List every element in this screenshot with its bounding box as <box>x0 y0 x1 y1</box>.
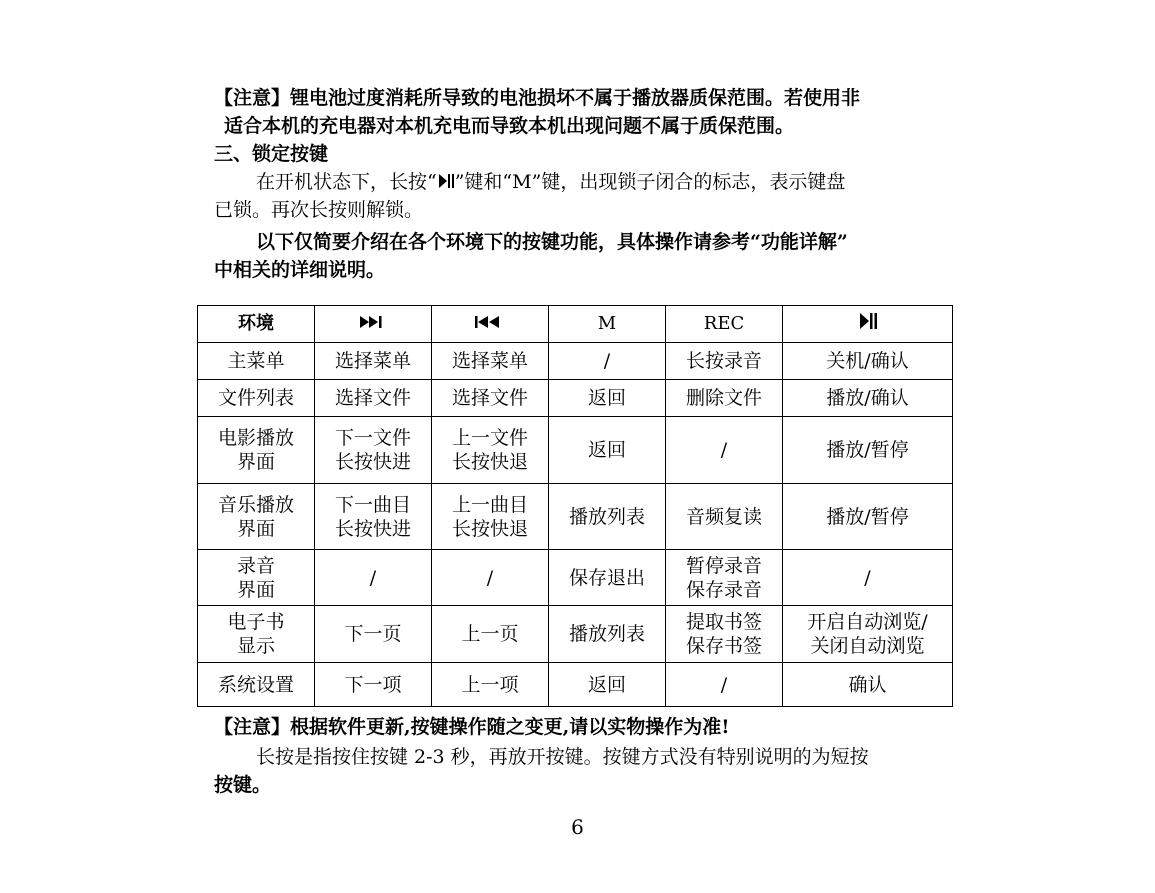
cell-text <box>218 386 294 410</box>
cell-line: 电影播放 <box>217 427 294 449</box>
cell-line: / <box>720 673 728 696</box>
cell-text <box>686 386 762 410</box>
header-m: M <box>549 306 666 343</box>
table-cell-m <box>549 343 666 380</box>
table-cell-prev <box>432 417 549 484</box>
table-cell-next <box>315 484 432 550</box>
cell-line: 长按录音 <box>685 350 762 372</box>
cell-text <box>227 349 284 373</box>
lock-paragraph-line1 <box>256 170 845 194</box>
cell-line: 下一文件 <box>334 427 411 449</box>
cell-text <box>218 673 294 697</box>
cell-line: / <box>369 566 377 589</box>
key-function-table <box>197 305 953 707</box>
table-body <box>198 343 953 707</box>
table-cell-m <box>549 484 666 550</box>
battery-note-line1: 【注意】锂电池过度消耗所导致的电池损坏不属于播放器质保范围。若使用非 <box>214 87 861 109</box>
long-press-line2: 按键。 <box>214 774 272 796</box>
table-cell-play <box>783 343 953 380</box>
lock-paragraph-suffix: ”键和“M”键，出现锁子闭合的标志，表示键盘 <box>454 171 846 193</box>
table-cell-next <box>315 606 432 663</box>
table-cell-play <box>783 663 953 707</box>
cell-text <box>848 673 886 697</box>
cell-line: 主菜单 <box>227 350 285 372</box>
cell-line: 下一页 <box>344 623 402 645</box>
cell-line: 选择文件 <box>451 387 528 409</box>
cell-text <box>452 386 528 410</box>
lock-section-heading: 三、锁定按键 <box>214 143 329 165</box>
cell-line: 播放列表 <box>568 623 645 645</box>
table-cell-next <box>315 380 432 417</box>
cell-text <box>335 493 411 541</box>
table-cell-rec <box>666 663 783 707</box>
cell-line: 播放/确认 <box>826 387 909 409</box>
table-header-row <box>198 306 953 343</box>
table-cell-next <box>315 417 432 484</box>
table-cell-prev <box>432 380 549 417</box>
cell-text <box>569 622 645 646</box>
cell-line: 电子书 <box>227 611 285 633</box>
cell-line: 显示 <box>236 635 275 657</box>
cell-text <box>227 610 284 658</box>
table-row <box>198 606 953 663</box>
cell-text <box>344 622 401 646</box>
table-cell-prev <box>432 663 549 707</box>
cell-line: 保存退出 <box>568 566 645 589</box>
cell-text <box>588 386 626 410</box>
cell-line: / <box>486 566 494 589</box>
cell-text <box>721 438 727 462</box>
cell-text <box>826 386 908 410</box>
cell-text <box>569 505 645 529</box>
table-cell-play <box>783 606 953 663</box>
cell-line: 上一页 <box>461 623 519 645</box>
table-row <box>198 550 953 606</box>
cell-line: 保存录音 <box>685 578 762 601</box>
table-cell-next <box>315 663 432 707</box>
table-cell-rec <box>666 550 783 606</box>
cell-text <box>335 349 411 373</box>
cell-line: 播放/暂停 <box>826 505 909 528</box>
table-cell-rec <box>666 380 783 417</box>
table-cell-env <box>198 343 315 380</box>
table-cell-prev <box>432 484 549 550</box>
table-row <box>198 343 953 380</box>
cell-text <box>218 426 294 474</box>
cell-line: 暂停录音 <box>685 554 762 577</box>
cell-line: 长按快退 <box>451 451 528 473</box>
table-cell-prev <box>432 550 549 606</box>
cell-text <box>569 566 645 590</box>
cell-line: 关闭自动浏览 <box>810 635 925 657</box>
header-next <box>315 306 432 343</box>
table-cell-m <box>549 417 666 484</box>
cell-line: / <box>603 350 611 372</box>
cell-line: 长按快进 <box>334 451 411 473</box>
software-update-note: 【注意】根据软件更新,按键操作随之变更,请以实物操作为准! <box>214 716 730 738</box>
long-press-line1: 长按是指按住按键 2-3 秒，再放开按键。按键方式没有特别说明的为短按 <box>256 746 869 768</box>
cell-line: 播放列表 <box>568 505 645 528</box>
cell-text <box>686 349 762 373</box>
cell-line: 保存书签 <box>685 635 762 657</box>
table-row <box>198 380 953 417</box>
header-prev <box>432 306 549 343</box>
next-track-icon <box>359 315 387 329</box>
header-env: 环境 <box>198 306 315 343</box>
battery-note-line2: 适合本机的充电器对本机充电而导致本机出现问题不属于质保范围。 <box>224 115 795 137</box>
cell-text <box>452 349 528 373</box>
intro-paragraph-line1: 以下仅简要介绍在各个环境下的按键功能，具体操作请参考“功能详解” <box>256 231 848 253</box>
cell-text <box>826 438 908 462</box>
table-cell-play <box>783 417 953 484</box>
cell-line: 下一项 <box>344 673 402 696</box>
table-cell-m <box>549 663 666 707</box>
table-cell-next <box>315 550 432 606</box>
cell-line: 删除文件 <box>685 387 762 409</box>
cell-line: 关机/确认 <box>826 350 909 372</box>
table-cell-rec <box>666 417 783 484</box>
cell-line: 界面 <box>236 578 275 601</box>
table-cell-rec <box>666 343 783 380</box>
cell-text <box>344 673 401 697</box>
table-cell-play <box>783 550 953 606</box>
table-cell-m <box>549 606 666 663</box>
cell-line: 录音 <box>236 554 275 577</box>
cell-line: 长按快退 <box>451 517 528 540</box>
table-cell-play <box>783 484 953 550</box>
table-cell-env <box>198 380 315 417</box>
table-cell-env <box>198 484 315 550</box>
cell-line: 选择菜单 <box>334 350 411 372</box>
page-number: 6 <box>571 815 584 839</box>
table-cell-env <box>198 663 315 707</box>
cell-line: 确认 <box>848 673 887 696</box>
play-pause-icon <box>437 172 455 190</box>
cell-line: 选择菜单 <box>451 350 528 372</box>
cell-line: 开启自动浏览/ <box>807 611 928 633</box>
cell-line: 长按快进 <box>334 517 411 540</box>
lock-paragraph-line2: 已锁。再次长按则解锁。 <box>214 199 424 221</box>
cell-text <box>604 349 610 373</box>
cell-text <box>826 349 908 373</box>
table-cell-m <box>549 380 666 417</box>
cell-line: 文件列表 <box>217 387 294 409</box>
cell-line: 下一曲目 <box>334 493 411 516</box>
lock-paragraph-prefix: 在开机状态下，长按“ <box>256 171 437 193</box>
cell-line: 上一项 <box>461 673 519 696</box>
table-cell-play <box>783 380 953 417</box>
intro-paragraph-line2: 中相关的详细说明。 <box>214 259 386 281</box>
table-cell-rec <box>666 484 783 550</box>
table-row <box>198 663 953 707</box>
cell-line: 音乐播放 <box>217 493 294 516</box>
cell-text <box>335 386 411 410</box>
cell-line: / <box>720 439 728 461</box>
cell-line: 播放/暂停 <box>826 439 909 461</box>
cell-text <box>335 426 411 474</box>
cell-line: 界面 <box>236 517 275 540</box>
table-cell-prev <box>432 343 549 380</box>
cell-line: 音频复读 <box>685 505 762 528</box>
cell-text <box>461 622 518 646</box>
cell-text <box>370 566 376 590</box>
cell-text <box>721 673 727 697</box>
cell-text <box>807 610 927 658</box>
cell-text <box>452 493 528 541</box>
play-pause-icon <box>858 312 878 330</box>
cell-line: 返回 <box>587 387 626 409</box>
table-cell-rec <box>666 606 783 663</box>
cell-text <box>686 610 762 658</box>
table-cell-env <box>198 550 315 606</box>
cell-text <box>588 438 626 462</box>
previous-track-icon <box>474 315 506 329</box>
cell-line: 界面 <box>236 451 275 473</box>
cell-line: 返回 <box>587 439 626 461</box>
cell-text <box>826 505 908 529</box>
cell-line: 选择文件 <box>334 387 411 409</box>
cell-line: 系统设置 <box>217 673 294 696</box>
cell-line: 上一曲目 <box>451 493 528 516</box>
cell-text <box>864 566 870 590</box>
table-row <box>198 417 953 484</box>
cell-line: / <box>864 566 871 589</box>
cell-text <box>686 554 762 602</box>
table-cell-next <box>315 343 432 380</box>
cell-text <box>588 673 626 697</box>
table-cell-env <box>198 606 315 663</box>
table-cell-m <box>549 550 666 606</box>
cell-line: 提取书签 <box>685 611 762 633</box>
table-row <box>198 484 953 550</box>
cell-text <box>452 426 528 474</box>
cell-text <box>487 566 493 590</box>
cell-text <box>461 673 518 697</box>
header-play <box>783 306 953 343</box>
header-rec: REC <box>666 306 783 343</box>
cell-line: 上一文件 <box>451 427 528 449</box>
cell-line: 返回 <box>587 673 626 696</box>
table-cell-env <box>198 417 315 484</box>
cell-text <box>218 493 294 541</box>
cell-text <box>237 554 275 602</box>
cell-text <box>686 505 762 529</box>
table-cell-prev <box>432 606 549 663</box>
